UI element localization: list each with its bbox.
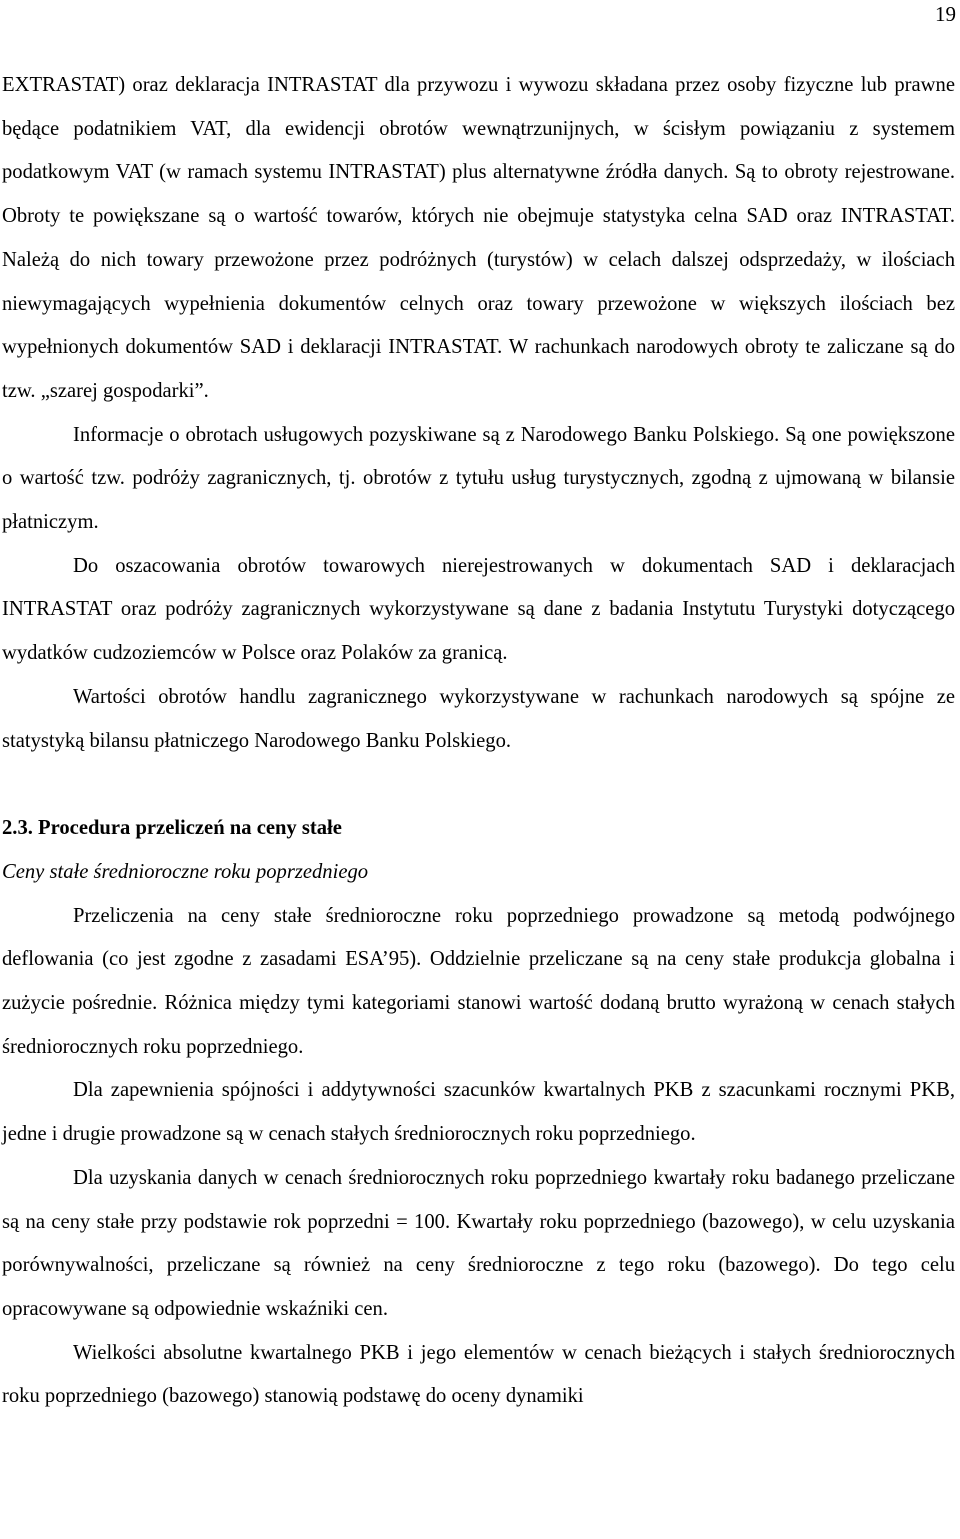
paragraph-consistency-nbp: Wartości obrotów handlu zagranicznego wykorzystywane w rachunkach narodowych są spójne ze statystyką bilansu płatniczego Narodowego Banku Polskiego. [2,685,955,752]
paragraph-absolute-values: Wielkości absolutne kwartalnego PKB i jego elementów w cenach bieżących i stałych średniorocznych roku poprzedniego (bazowego) stanowią podstawę do oceny dynamiki [2,1341,955,1408]
document-body [2,64,955,1419]
paragraph-services-turnover: Informacje o obrotach usługowych pozyskiwane są z Narodowego Banku Polskiego. Są one powiększone o wartość tzw. podróży zagranicznych, tj. obrotów z tytułu usług turystycznych, zgodną z ujmowaną w bilansie płatniczym. [2,423,955,534]
section-heading: 2.3. Procedura przeliczeń na ceny stałe [2,817,342,840]
paragraph-double-deflation: Przeliczenia na ceny stałe średnioroczne roku poprzedniego prowadzone są metodą podwójnego deflowania (co jest zgodne z zasadami ESA’95). Oddzielnie przeliczane są na ceny stałe produkcja globalna i zużycie pośrednie. Różnica między tymi kategoriami stanowi wartość dodaną brutto wyrażoną w cenach stałych średniorocznych roku poprzedniego. [2,904,955,1058]
paragraph-estimation-sources: Do oszacowania obrotów towarowych nierejestrowanych w dokumentach SAD i deklaracjach INTRASTAT oraz podróży zagranicznych wykorzystywane są dane z badania Instytutu Turystyki dotyczącego wydatków cudzoziemców w Polsce oraz Polaków za granicą. [2,554,955,665]
paragraph-additivity: Dla zapewnienia spójności i addytywności szacunków kwartalnych PKB z szacunkami rocznymi PKB, jedne i drugie prowadzone są w cenach stałych średniorocznych roku poprzedniego. [2,1079,955,1146]
paragraph-continued-extrastat: EXTRASTAT) oraz deklaracja INTRASTAT dla przywozu i wywozu składana przez osoby fizyczne lub prawne będące podatnikiem VAT, dla ewidencji obrotów wewnątrzunijnych, w ścisłym powiązaniu z systemem podatkowym VAT (w ramach systemu INTRASTAT) plus alternatywne źródła danych. Są to obroty rejestrowane. Obroty te powiększane są o wartość towarów, których nie obejmuje statystyka celna SAD oraz INTRASTAT. Należą do nich towary przewożone przez podróżnych (turystów) w celach dalszej odsprzedaży, w ilościach niewymagających wypełnienia dokumentów celnych oraz towary przewożone w większych ilościach bez wypełnionych dokumentów SAD i deklaracji INTRASTAT. W rachunkach narodowych obroty te zaliczane są do tzw. „szarej gospodarki”. [2,74,955,402]
section-spacer [2,763,955,807]
paragraph-quarterly-conversion: Dla uzyskania danych w cenach średniorocznych roku poprzedniego kwartały roku badanego przeliczane są na ceny stałe przy podstawie rok poprzedni = 100. Kwartały roku poprzedniego (bazowego), w celu uzyskania porównywalności, przeliczane są również na ceny średnioroczne z tego roku (bazowego). Do tego celu opracowywane są odpowiednie wskaźniki cen. [2,1166,955,1320]
section-subheading: Ceny stałe średnioroczne roku poprzedniego [2,860,369,883]
page-number: 19 [935,2,956,26]
